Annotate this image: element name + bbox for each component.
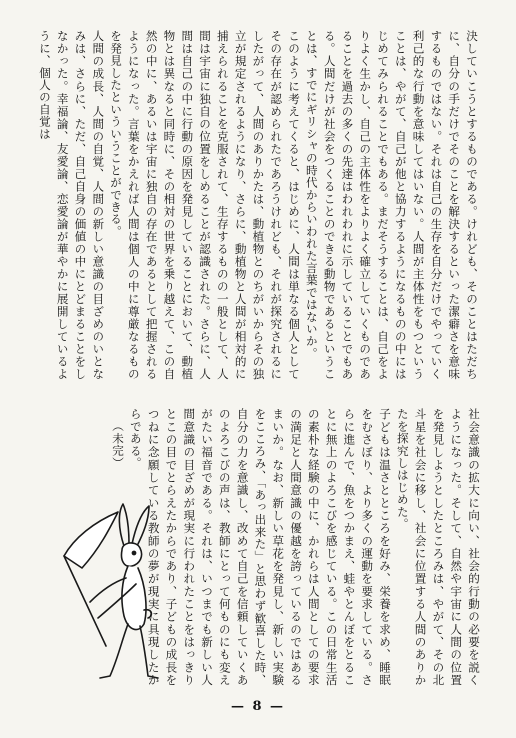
paragraph: 子どもは温さとところを好み、栄養を求め、睡眠をむさぼり、より多くの運動を要求している。さらに進んで、魚をつかまえ、蛙やとんぼをとることに無上のよろこびを感じている。この日常生活の素朴な経験の中に、かれらは人間としての要求の満足と人間意識の優越を誇っているのではあるまいか。なお、新しい草花を発見し、新しい実験をこころみ、「あっ出来た」と思わず歓喜した時、自分の力を意識し、改めて自己を信頼していくあのよろこびの声は、教師にとって何ものにも変えがたい福音である。それは、いつまでも新しい人間意識の目ざめが現実に行われたことをはっきりとこの目でとらえたからであり、子どもの成長をつねに念願している教師の夢が現実に具現したからである。 bbox=[128, 408, 393, 686]
flag-pole bbox=[64, 556, 106, 646]
paragraph: 社会意識の拡大に向い、社会的行動の必要を説くようになった。そして、自然や宇宙に人間の位置を発見しようとしたところみは、やがて、その北斗星を社会に移し、社会に位置する人間のありかたを探究しはじめた。 bbox=[395, 408, 481, 686]
end-mark: （未完） bbox=[111, 420, 126, 469]
paragraph: 人間の成長、人間の自覚、人間の新しい意識の目ざめのいとなみは、さらに、ただ、自己自身の価値の中にとどまることをしなかった。幸福論、友愛論、恋愛論が華やかに展開しているように、個人の自覚は bbox=[37, 30, 106, 380]
flag bbox=[64, 512, 118, 568]
paragraph: このように考えてくると、はじめに、人間は単なる個人としてその存在が認められたであろうけれども、それが探究されるにしたがって、人間のありかたは、動植物とのちがいからその独立が規定されるようになり、さらに、動植物と人間が相対的に捕えられることを克服されて、生存するものの一般として、人間は宇宙に独自の位置をしめることが認識された。さらに、人間は自己の中に行動の原因を発見していることにおいて、動植物とは異なると同時に、その相対の世界を乗り越えて、この自然の中に、あるいは宇宙に独自の存在であるとして把握されるようになった。言葉をかえれば人間は個人の中に尊厳なるものを発見したといういうことができる。 bbox=[109, 30, 302, 380]
rabbit-flag-illustration bbox=[52, 498, 164, 688]
page-number: — 8 — bbox=[230, 699, 286, 714]
top-text-column bbox=[37, 30, 480, 380]
bottom-text-column bbox=[111, 408, 482, 686]
paragraph: 決していこうとするものである。けれども、そのことはただちに、自分の手だけでそのことを解決するといった潔癖さを意味するものではない。それは自己の生存を自分だけでやっていく利己的な行動を意味してはいない。人間が主体性をもつということは、やがて、自己が他と協力するようになるものの中にはじめてみられることでもある。まだそうすることは、自己をよりよく生かし、自己の主体性をよりよく確立していくものであることを過去の多くの先達はわれわれに示していることでもある。人間だけが社会をつくることのできる動物であるということは、すでにギリシャの時代からいわれた言葉ではないか。 bbox=[304, 30, 479, 380]
